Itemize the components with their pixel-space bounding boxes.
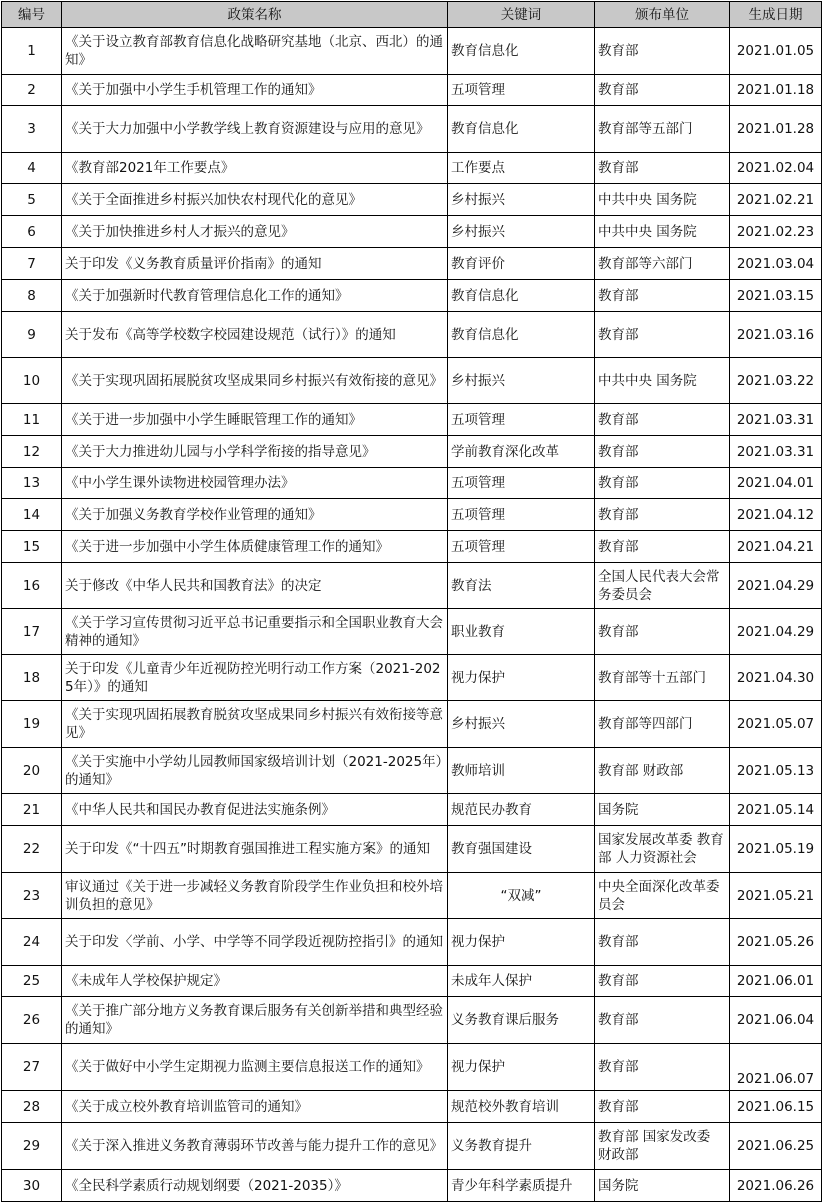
issuer-cell: 中共中央 国务院 [595,216,730,248]
row-number: 22 [2,826,62,873]
policy-name-cell: 《关于做好中小学生定期视力监测主要信息报送工作的通知》 [62,1044,448,1091]
policy-name-cell: 《关于实现巩固拓展脱贫攻坚成果同乡村振兴有效衔接的意见》 [62,358,448,404]
keyword-cell: 教育信息化 [448,280,595,312]
date-cell: 2021.03.31 [730,436,822,468]
row-number: 8 [2,280,62,312]
policy-name-cell: 《关于加强中小学生手机管理工作的通知》 [62,75,448,106]
date-cell: 2021.06.26 [730,1170,822,1202]
row-number: 3 [2,106,62,153]
issuer-cell: 国务院 [595,794,730,826]
table-row [2,919,822,966]
keyword-cell: 乡村振兴 [448,216,595,248]
issuer-cell: 教育部 [595,531,730,563]
policy-name-cell: 《中华人民共和国民办教育促进法实施条例》 [62,794,448,826]
policy-name-cell: 《关于全面推进乡村振兴加快农村现代化的意见》 [62,184,448,216]
policy-name-cell: 《关于设立教育部教育信息化战略研究基地（北京、西北）的通知》 [62,28,448,75]
keyword-cell: 五项管理 [448,499,595,531]
date-cell: 2021.04.01 [730,468,822,499]
issuer-cell: 教育部 [595,436,730,468]
issuer-cell: 中共中央 国务院 [595,358,730,404]
policy-name-cell: 关于印发《义务教育质量评价指南》的通知 [62,248,448,280]
row-number: 12 [2,436,62,468]
policy-name-cell: 审议通过《关于进一步减轻义务教育阶段学生作业负担和校外培训负担的意见》 [62,873,448,919]
keyword-cell: 教育信息化 [448,28,595,75]
row-number: 19 [2,701,62,748]
row-number: 13 [2,468,62,499]
issuer-cell: 教育部 [595,75,730,106]
row-number: 6 [2,216,62,248]
table-row [2,966,822,997]
policy-name-cell: 关于印发《“十四五”时期教育强国推进工程实施方案》的通知 [62,826,448,873]
issuer-cell: 教育部 [595,919,730,966]
date-cell: 2021.01.05 [730,28,822,75]
keyword-cell: 未成年人保护 [448,966,595,997]
table-row [2,28,822,75]
date-cell: 2021.06.04 [730,997,822,1044]
policy-name-cell: 关于发布《高等学校数字校园建设规范（试行）》的通知 [62,312,448,358]
date-cell: 2021.04.30 [730,655,822,701]
table-row [2,499,822,531]
row-number: 7 [2,248,62,280]
policy-name-cell: 《关于加快推进乡村人才振兴的意见》 [62,216,448,248]
keyword-cell: 教育强国建设 [448,826,595,873]
keyword-cell: 乡村振兴 [448,184,595,216]
keyword-cell: 规范校外教育培训 [448,1091,595,1123]
table-row [2,468,822,499]
keyword-cell: 五项管理 [448,531,595,563]
date-cell: 2021.04.29 [730,563,822,609]
date-cell: 2021.05.07 [730,701,822,748]
keyword-cell: 义务教育提升 [448,1123,595,1170]
date-cell: 2021.05.14 [730,794,822,826]
policy-name-cell: 《关于进一步加强中小学生睡眠管理工作的通知》 [62,404,448,436]
table-row [2,358,822,404]
date-cell: 2021.02.04 [730,153,822,184]
issuer-cell: 教育部 财政部 [595,748,730,794]
policy-name-cell: 《关于加强义务教育学校作业管理的通知》 [62,499,448,531]
table-row [2,280,822,312]
table-row [2,75,822,106]
date-cell: 2021.06.15 [730,1091,822,1123]
table-row [2,153,822,184]
row-number: 16 [2,563,62,609]
keyword-cell: 教育法 [448,563,595,609]
row-number: 24 [2,919,62,966]
keyword-cell: 视力保护 [448,1044,595,1091]
issuer-cell: 全国人民代表大会常务委员会 [595,563,730,609]
table-row [2,655,822,701]
date-cell: 2021.03.15 [730,280,822,312]
date-cell: 2021.06.01 [730,966,822,997]
table-row [2,312,822,358]
keyword-cell: 工作要点 [448,153,595,184]
keyword-cell: “双减” [448,873,595,919]
date-cell: 2021.03.22 [730,358,822,404]
issuer-cell: 国务院 [595,1170,730,1202]
issuer-cell: 教育部 [595,609,730,655]
keyword-cell: 职业教育 [448,609,595,655]
row-number: 1 [2,28,62,75]
issuer-cell: 国家发展改革委 教育部 人力资源社会 [595,826,730,873]
date-cell: 2021.06.25 [730,1123,822,1170]
table-row [2,609,822,655]
row-number: 30 [2,1170,62,1202]
row-number: 27 [2,1044,62,1091]
row-number: 5 [2,184,62,216]
table-header-row [2,2,822,28]
policy-name-cell: 关于印发《儿童青少年近视防控光明行动工作方案（2021-2025年）》的通知 [62,655,448,701]
issuer-cell: 教育部 [595,404,730,436]
keyword-cell: 视力保护 [448,655,595,701]
policy-name-cell: 《关于加强新时代教育管理信息化工作的通知》 [62,280,448,312]
date-cell: 2021.05.19 [730,826,822,873]
issuer-cell: 教育部 [595,1091,730,1123]
issuer-cell: 中共中央 国务院 [595,184,730,216]
date-cell: 2021.02.21 [730,184,822,216]
header-issuer: 颁布单位 [595,2,730,28]
policy-name-cell: 《关于推广部分地方义务教育课后服务有关创新举措和典型经验的通知》 [62,997,448,1044]
keyword-cell: 五项管理 [448,75,595,106]
policy-name-cell: 《关于实施中小学幼儿园教师国家级培训计划（2021-2025年）的通知》 [62,748,448,794]
policy-table [1,1,822,1202]
table-row [2,248,822,280]
keyword-cell: 五项管理 [448,468,595,499]
row-number: 21 [2,794,62,826]
header-keyword: 关键词 [448,2,595,28]
row-number: 28 [2,1091,62,1123]
keyword-cell: 规范民办教育 [448,794,595,826]
row-number: 11 [2,404,62,436]
row-number: 20 [2,748,62,794]
table-row [2,216,822,248]
policy-name-cell: 《关于进一步加强中小学生体质健康管理工作的通知》 [62,531,448,563]
row-number: 2 [2,75,62,106]
keyword-cell: 教师培训 [448,748,595,794]
row-number: 29 [2,1123,62,1170]
date-cell: 2021.05.13 [730,748,822,794]
policy-name-cell: 《关于成立校外教育培训监管司的通知》 [62,1091,448,1123]
policy-name-cell: 《全民科学素质行动规划纲要（2021-2035）》 [62,1170,448,1202]
issuer-cell: 教育部 国家发改委 财政部 [595,1123,730,1170]
header-policy-name: 政策名称 [62,2,448,28]
keyword-cell: 五项管理 [448,404,595,436]
issuer-cell: 教育部等十五部门 [595,655,730,701]
row-number: 15 [2,531,62,563]
issuer-cell: 教育部 [595,312,730,358]
table-row [2,563,822,609]
date-cell: 2021.05.26 [730,919,822,966]
table-row [2,701,822,748]
issuer-cell: 教育部 [595,499,730,531]
policy-name-cell: 《中小学生课外读物进校园管理办法》 [62,468,448,499]
issuer-cell: 教育部 [595,468,730,499]
row-number: 4 [2,153,62,184]
issuer-cell: 教育部 [595,997,730,1044]
date-cell: 2021.04.29 [730,609,822,655]
table-row [2,826,822,873]
policy-name-cell: 《关于深入推进义务教育薄弱环节改善与能力提升工作的意见》 [62,1123,448,1170]
table-row [2,106,822,153]
row-number: 18 [2,655,62,701]
date-cell: 2021.01.28 [730,106,822,153]
row-number: 26 [2,997,62,1044]
date-cell: 2021.03.31 [730,404,822,436]
table-row [2,794,822,826]
row-number: 14 [2,499,62,531]
row-number: 10 [2,358,62,404]
issuer-cell: 中央全面深化改革委员会 [595,873,730,919]
date-cell: 2021.04.21 [730,531,822,563]
keyword-cell: 视力保护 [448,919,595,966]
table-row [2,1091,822,1123]
keyword-cell: 教育信息化 [448,106,595,153]
header-date: 生成日期 [730,2,822,28]
date-cell: 2021.03.16 [730,312,822,358]
header-number: 编号 [2,2,62,28]
table-row [2,436,822,468]
policy-name-cell: 《关于学习宣传贯彻习近平总书记重要指示和全国职业教育大会精神的通知》 [62,609,448,655]
keyword-cell: 青少年科学素质提升 [448,1170,595,1202]
date-cell: 2021.03.04 [730,248,822,280]
table-row [2,1123,822,1170]
row-number: 9 [2,312,62,358]
table-row [2,873,822,919]
policy-name-cell: 关于印发〈学前、小学、中学等不同学段近视防控指引》的通知 [62,919,448,966]
table-body [2,28,822,1202]
policy-name-cell: 关于修改《中华人民共和国教育法》的决定 [62,563,448,609]
date-cell: 2021.05.21 [730,873,822,919]
keyword-cell: 学前教育深化改革 [448,436,595,468]
issuer-cell: 教育部 [595,966,730,997]
keyword-cell: 乡村振兴 [448,358,595,404]
keyword-cell: 教育评价 [448,248,595,280]
policy-name-cell: 《关于实现巩固拓展教育脱贫攻坚成果同乡村振兴有效衔接等意见》 [62,701,448,748]
issuer-cell: 教育部等六部门 [595,248,730,280]
policy-name-cell: 《未成年人学校保护规定》 [62,966,448,997]
date-cell: 2021.02.23 [730,216,822,248]
keyword-cell: 乡村振兴 [448,701,595,748]
table-row [2,404,822,436]
row-number: 23 [2,873,62,919]
issuer-cell: 教育部 [595,280,730,312]
table-row [2,1170,822,1202]
table-row [2,748,822,794]
policy-name-cell: 《关于大力加强中小学教学线上教育资源建设与应用的意见》 [62,106,448,153]
issuer-cell: 教育部 [595,28,730,75]
table-row [2,1044,822,1091]
keyword-cell: 义务教育课后服务 [448,997,595,1044]
date-cell: 2021.01.18 [730,75,822,106]
row-number: 17 [2,609,62,655]
row-number: 25 [2,966,62,997]
issuer-cell: 教育部等四部门 [595,701,730,748]
issuer-cell: 教育部 [595,153,730,184]
date-cell: 2021.06.07 [730,1044,822,1091]
table-row [2,997,822,1044]
table-row [2,184,822,216]
issuer-cell: 教育部等五部门 [595,106,730,153]
policy-name-cell: 《教育部2021年工作要点》 [62,153,448,184]
issuer-cell: 教育部 [595,1044,730,1091]
policy-name-cell: 《关于大力推进幼儿园与小学科学衔接的指导意见》 [62,436,448,468]
date-cell: 2021.04.12 [730,499,822,531]
table-row [2,531,822,563]
keyword-cell: 教育信息化 [448,312,595,358]
